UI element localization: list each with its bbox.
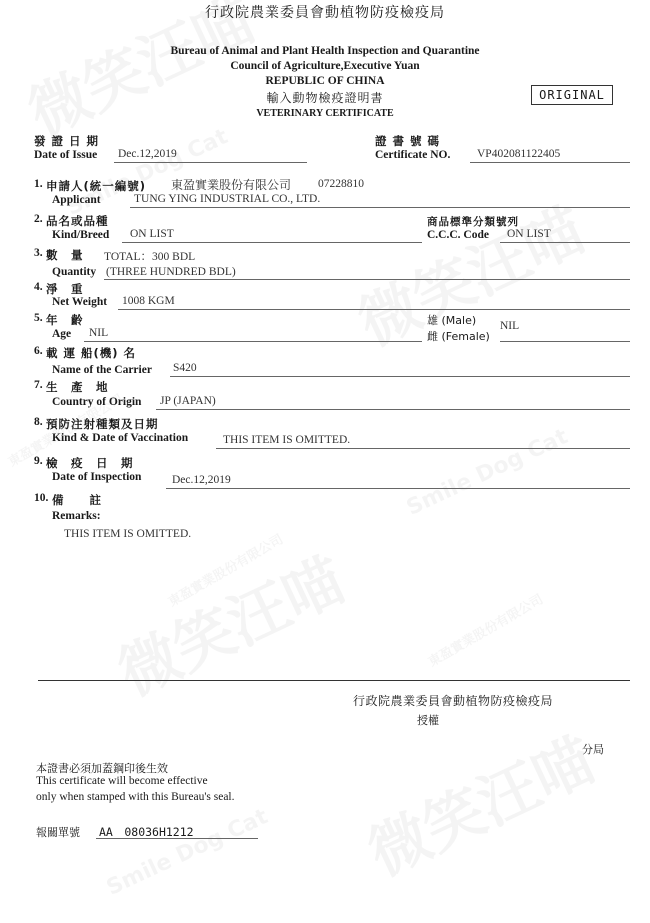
- council-name: Council of Agriculture,Executive Yuan: [230, 60, 420, 72]
- applicant-label-en: Applicant: [52, 194, 101, 206]
- watermark-company: [164, 529, 286, 610]
- footer-note-en-2: only when stamped with this Bureau's seal.: [36, 791, 235, 803]
- net-weight-label-zh: 淨 重: [46, 282, 84, 296]
- net-weight-line: [118, 309, 630, 310]
- carrier-line: [170, 376, 630, 377]
- age-label-zh: 年 齡: [46, 313, 84, 327]
- field-number: 4.: [34, 281, 43, 293]
- footer-agency-zh: 行政院農業委員會動植物防疫檢疫局: [353, 694, 554, 708]
- date-of-issue-value: Dec.12,2019: [118, 148, 177, 160]
- carrier-label-zh: 載 運 船(機) 名: [46, 346, 137, 360]
- male-label: 雄 (Male): [427, 314, 477, 327]
- ccc-code-label-en: C.C.C. Code: [427, 229, 489, 241]
- certificate-no-line: [470, 162, 630, 163]
- footer-note-en-1: This certificate will become effective: [36, 775, 208, 787]
- origin-value: JP (JAPAN): [160, 395, 216, 407]
- vaccination-label-zh: 預防注射種類及日期: [46, 417, 159, 431]
- applicant-name-zh: 東盈實業股份有限公司: [171, 178, 292, 192]
- signature-line: [38, 680, 630, 681]
- field-number: 1.: [34, 178, 43, 190]
- field-number: 6.: [34, 345, 43, 357]
- field-number: 9.: [34, 455, 43, 467]
- quantity-words: (THREE HUNDRED BDL): [106, 266, 236, 278]
- inspection-label-en: Date of Inspection: [52, 471, 142, 483]
- age-line: [84, 341, 422, 342]
- inspection-value: Dec.12,2019: [172, 474, 231, 486]
- certificate-title-zh: 輸入動物檢疫證明書: [266, 91, 384, 105]
- remarks-label-en: Remarks:: [52, 510, 101, 522]
- field-number: 5.: [34, 312, 43, 324]
- country-name: REPUBLIC OF CHINA: [265, 75, 385, 87]
- date-of-issue-label-en: Date of Issue: [34, 149, 98, 161]
- origin-label-zh: 生 產 地: [46, 380, 109, 394]
- vaccination-label-en: Kind & Date of Vaccination: [52, 432, 189, 444]
- inspection-label-zh: 檢 疫 日 期: [46, 456, 134, 470]
- quantity-label-zh: 數 量: [46, 248, 84, 262]
- age-label-en: Age: [52, 328, 72, 340]
- net-weight-value: 1008 KGM: [122, 295, 175, 307]
- date-of-issue-line: [114, 162, 307, 163]
- quantity-label-en: Quantity: [52, 266, 97, 278]
- vaccination-value: THIS ITEM IS OMITTED.: [223, 434, 351, 446]
- ccc-code-value: ON LIST: [507, 228, 551, 240]
- applicant-name-en: TUNG YING INDUSTRIAL CO., LTD.: [134, 193, 321, 205]
- kind-label-zh: 品名或品種: [46, 214, 109, 228]
- origin-label-en: Country of Origin: [52, 396, 142, 408]
- original-stamp: ORIGINAL: [531, 85, 613, 105]
- certificate-no-label-en: Certificate NO.: [375, 149, 451, 161]
- kind-line: [122, 242, 422, 243]
- agency-title-en: Bureau of Animal and Plant Health Inspection and Quarantine: [170, 45, 480, 57]
- inspection-line: [166, 488, 630, 489]
- footer-authorized: 授權: [417, 714, 439, 727]
- footer-note-zh: 本證書必須加蓋鋼印後生效: [36, 762, 168, 775]
- applicant-line: [130, 207, 630, 208]
- watermark-logo: [353, 713, 607, 892]
- watermark-logo: [103, 533, 357, 712]
- quantity-line: [104, 279, 630, 280]
- agency-title-zh: 行政院農業委員會動植物防疫檢疫局: [205, 5, 445, 21]
- remarks-value: THIS ITEM IS OMITTED.: [64, 528, 192, 540]
- field-number: 3.: [34, 247, 43, 259]
- net-weight-label-en: Net Weight: [52, 296, 108, 308]
- carrier-value: S420: [173, 362, 197, 374]
- sex-value: NIL: [500, 320, 520, 332]
- field-number: 10.: [34, 492, 49, 504]
- customs-ref-label: 報關單號: [36, 826, 80, 839]
- field-number: 2.: [34, 213, 43, 225]
- field-number: 8.: [34, 416, 43, 428]
- customs-ref-line: [96, 838, 258, 839]
- age-value: NIL: [89, 327, 109, 339]
- vaccination-line: [216, 448, 630, 449]
- footer-branch: 分局: [582, 743, 604, 756]
- field-number: 7.: [34, 379, 43, 391]
- carrier-label-en: Name of the Carrier: [52, 364, 152, 376]
- watermark-company: [424, 589, 546, 670]
- ccc-code-line: [500, 242, 630, 243]
- ccc-code-label-zh: 商品標準分類號列: [427, 216, 519, 228]
- watermark-text: [103, 804, 272, 901]
- certificate-title-en: VETERINARY CERTIFICATE: [256, 108, 394, 119]
- certificate-no-value: VP402081122405: [477, 148, 561, 160]
- date-of-issue-label-zh: 發 證 日 期: [34, 134, 100, 148]
- certificate-no-label-zh: 證 書 號 碼: [375, 134, 441, 148]
- applicant-label-zh: 申請人(統一編號): [46, 179, 147, 193]
- watermark-text: [403, 424, 572, 521]
- quantity-total: TOTAL：300 BDL: [104, 251, 196, 263]
- kind-label-en: Kind/Breed: [52, 229, 110, 241]
- sex-line: [500, 341, 630, 342]
- remarks-label-zh: 備 註: [52, 493, 102, 507]
- customs-ref-value: AA 08036H1212: [99, 825, 194, 839]
- applicant-id: 07228810: [318, 178, 364, 190]
- female-label: 雌 (Female): [427, 330, 490, 343]
- origin-line: [156, 409, 630, 410]
- kind-value: ON LIST: [130, 228, 174, 240]
